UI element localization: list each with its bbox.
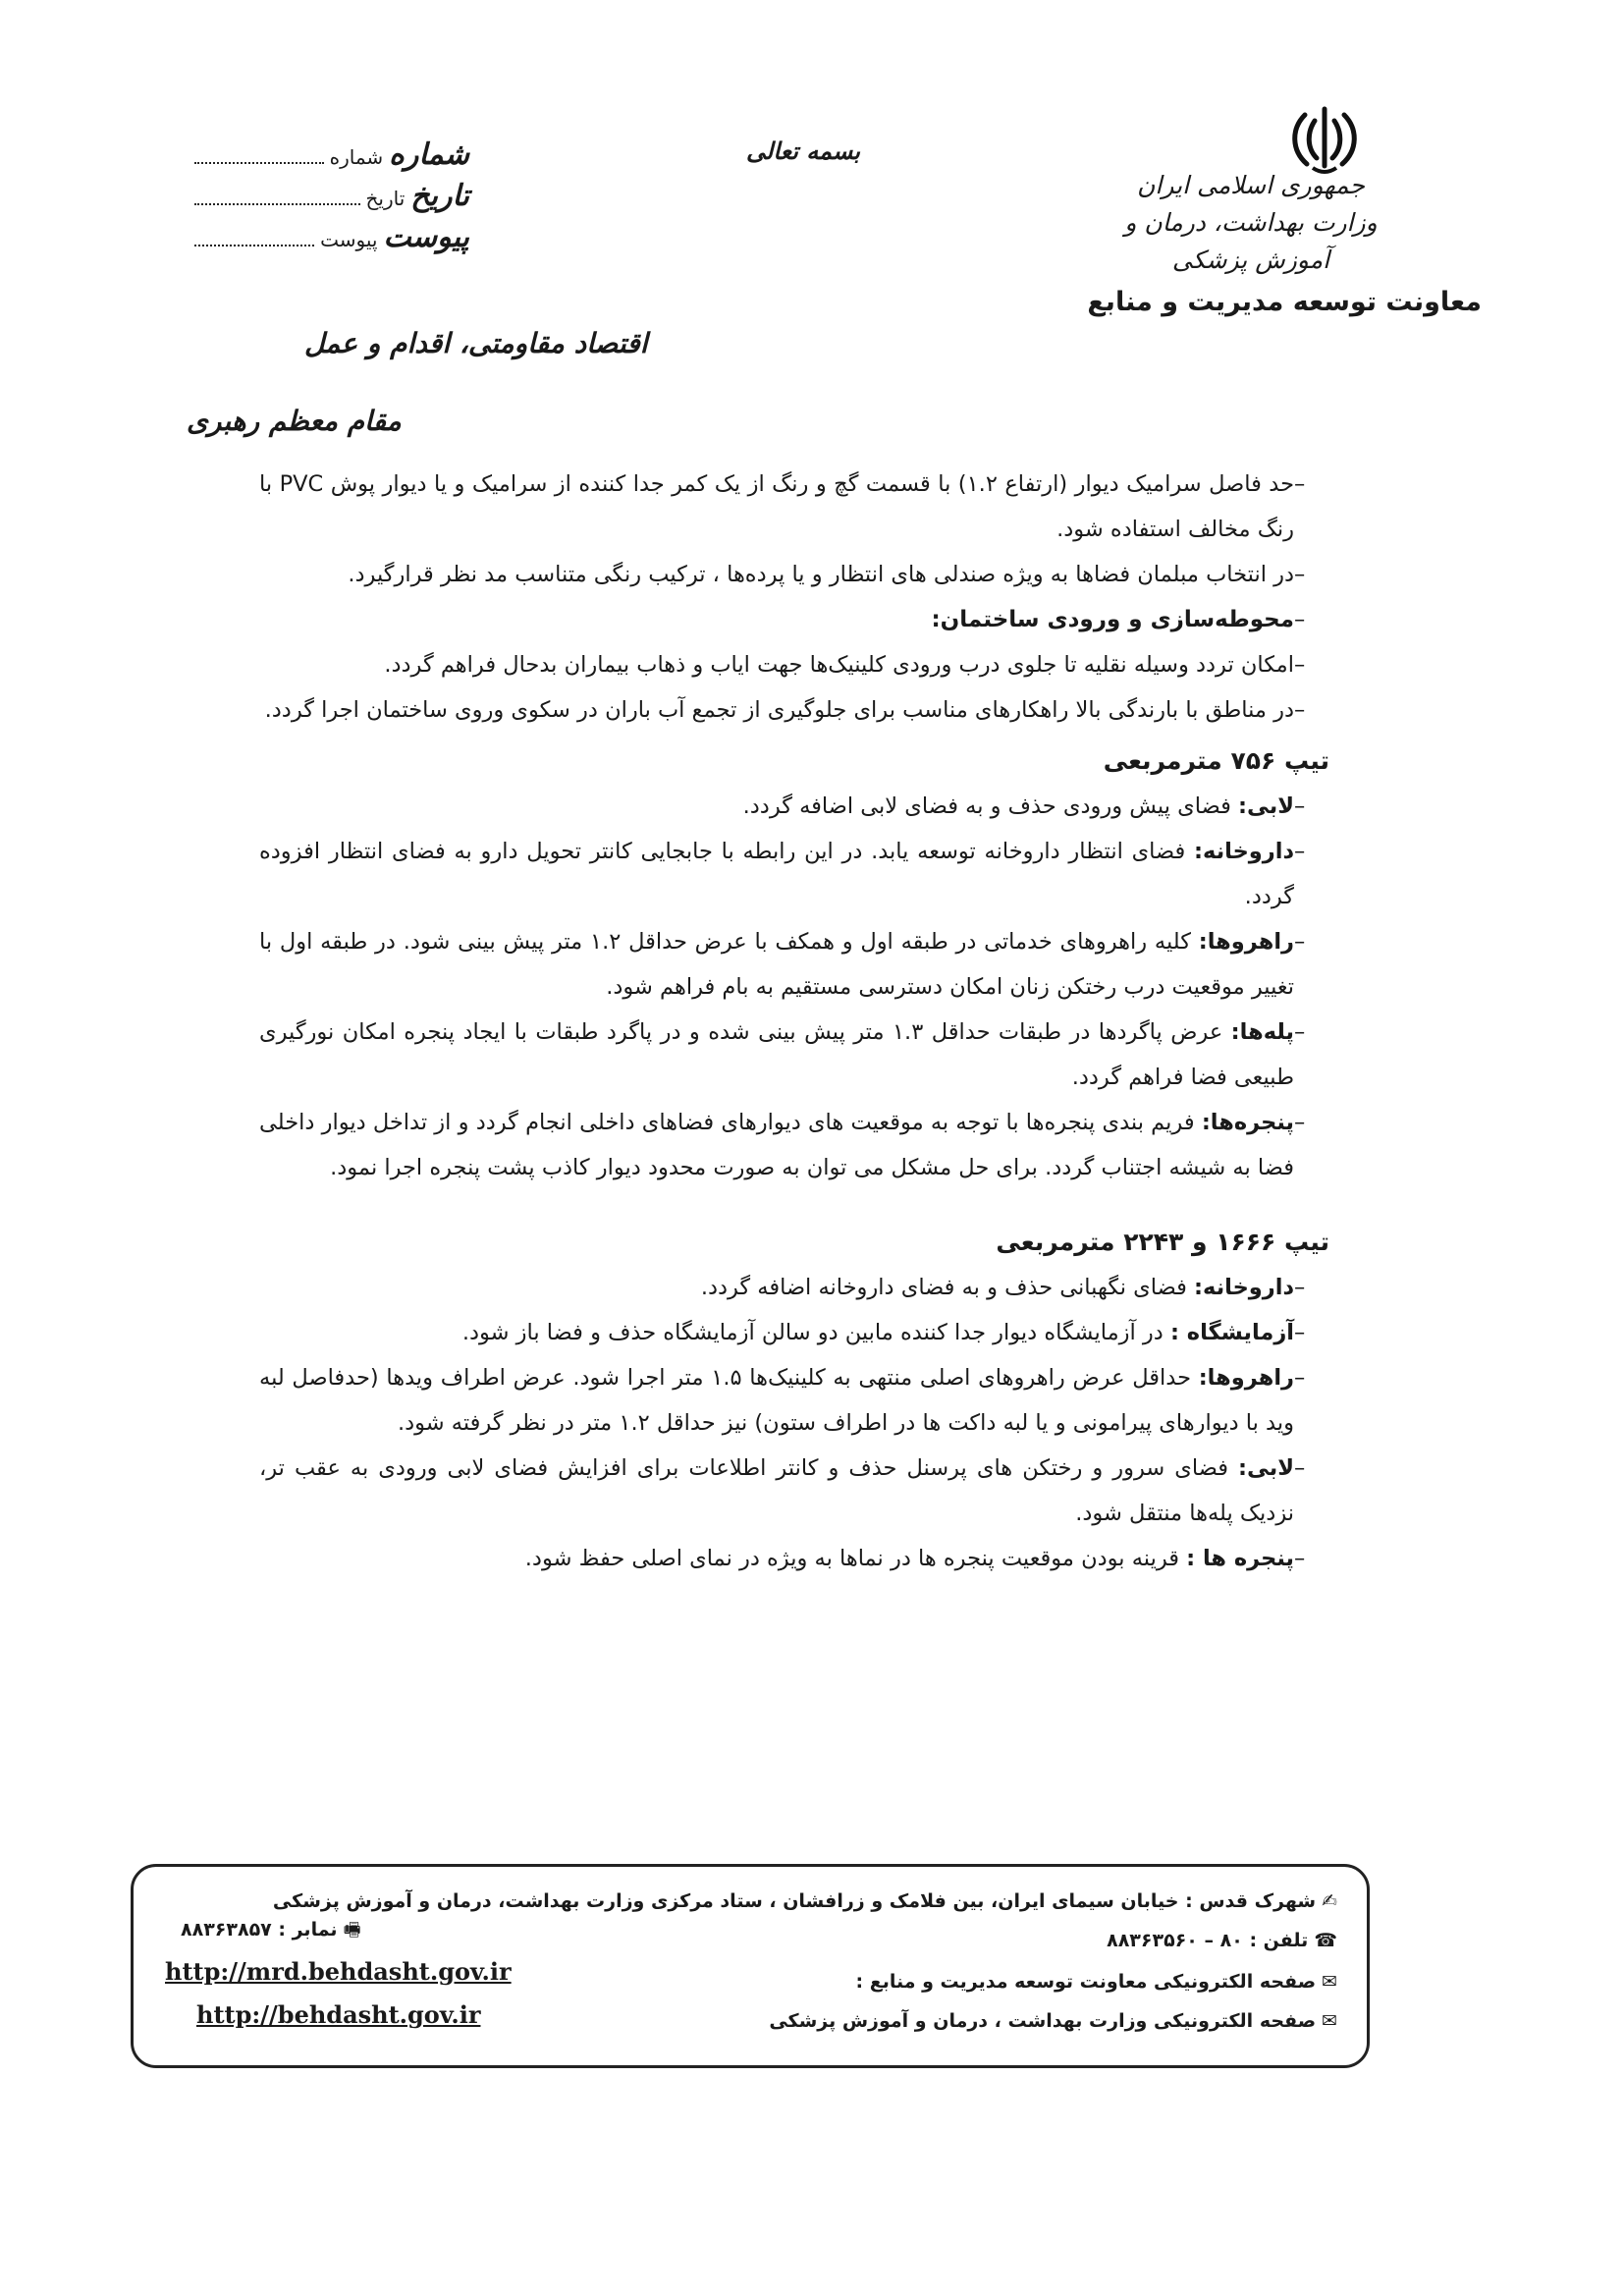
meta-number-row (194, 137, 469, 179)
bullet-dash: – (1294, 839, 1306, 864)
footer-fax-text: نمابر : ۸۸۳۶۳۸۵۷ (181, 1919, 338, 1941)
list-item (259, 1100, 1329, 1190)
bullet-dash: – (1294, 1546, 1306, 1571)
bullet-dash: – (1294, 793, 1306, 819)
list-item (259, 642, 1329, 687)
list-item (259, 784, 1329, 829)
item-text: حد فاصل سرامیک دیوار (ارتفاع ۱.۲) با قسمت گچ و رنگ از یک کمر جدا کننده از سرامیک و یا دیوار پوش PVC با رنگ مخالف استفاده شود. (259, 471, 1294, 542)
item-label: داروخانه: (1194, 839, 1294, 864)
meta-number-label: شماره (389, 137, 469, 172)
ministry-line2: وزارت بهداشت، درمان و آموزش پزشکی (1124, 208, 1378, 274)
meta-attachment-value (194, 223, 314, 246)
mail-icon: ✉ (1322, 2010, 1337, 2032)
basmala: بسمه تعالی (746, 137, 861, 165)
footer-phone (1107, 1930, 1337, 1951)
bullet-dash: – (1294, 652, 1306, 678)
item-label: راهروها: (1198, 1365, 1294, 1391)
deputy-title: معاونت توسعه مدیریت و منابع (1087, 287, 1482, 317)
meta-date-sub: تاریخ (365, 187, 406, 210)
list-item (259, 1310, 1329, 1355)
list-item (259, 462, 1329, 552)
item-label: لابی: (1238, 1455, 1294, 1481)
footer-deputy-site (856, 1971, 1338, 1993)
meta-date-label: تاریخ (410, 179, 469, 213)
bullet-dash: – (1294, 1365, 1306, 1391)
fax-icon: 🖷 (343, 1919, 361, 1941)
bullet-dash: – (1294, 607, 1306, 632)
bullet-dash: – (1294, 1455, 1306, 1481)
footer-address-text: شهرک قدس : خیابان سیمای ایران، بین فلامک و زرافشان ، ستاد مرکزی وزارت بهداشت، درمان و آموزش پزشکی (272, 1890, 1317, 1912)
motto-attribution: مقام معظم رهبری (187, 405, 402, 437)
item-text: کلیه راهروهای خدماتی در طبقه اول و همکف با عرض حداقل ۱.۲ متر پیش بینی شود. در طبقه اول با تغییر موقعیت درب رختکن زنان امکان دسترسی مستقیم به بام فراهم شود. (259, 929, 1294, 1000)
item-text: فریم بندی پنجره‌ها با توجه به موقعیت های دیوارهای فضاهای داخلی انجام گردد و از تداخل دیوار داخلی فضا به شیشه اجتناب گردد. برای حل مشکل می توان به صورت محدود دیوار کاذب پشت پنجره اجرا نمود. (259, 1110, 1294, 1180)
meta-attachment-label: پیوست (383, 220, 469, 254)
bullet-dash: – (1294, 929, 1306, 955)
footer-box (131, 1864, 1370, 2068)
link-main[interactable]: http://behdasht.gov.ir (196, 2000, 481, 2029)
bullet-dash: – (1294, 1110, 1306, 1135)
letter-meta (194, 137, 469, 261)
list-item (259, 1446, 1329, 1536)
list-item (259, 1355, 1329, 1446)
bullet-dash: – (1294, 1019, 1306, 1045)
motto: اقتصاد مقاومتی، اقدام و عمل (304, 327, 648, 359)
item-label: لابی: (1238, 793, 1294, 819)
list-item (259, 1536, 1329, 1581)
item-text: در آزمایشگاه دیوار جدا کننده مابین دو سالن آزمایشگاه حذف و فضا باز شود. (461, 1320, 1170, 1345)
footer-ministry-site-text: صفحه الکترونیکی وزارت بهداشت ، درمان و آموزش پزشکی (769, 2010, 1317, 2032)
bullet-dash: – (1294, 1320, 1306, 1345)
item-label: پله‌ها: (1230, 1019, 1294, 1045)
item-label: آزمایشگاه : (1169, 1320, 1294, 1345)
pen-icon: ✍ (1322, 1890, 1337, 1912)
item-text: امکان تردد وسیله نقلیه تا جلوی درب ورودی کلینیک‌ها جهت ایاب و ذهاب بیماران بدحال فراهم گردد. (384, 652, 1294, 678)
letter-body (259, 462, 1329, 1581)
item-text: فضای نگهبانی حذف و به فضای داروخانه اضافه گردد. (700, 1275, 1195, 1300)
meta-number-sub: شماره (329, 145, 384, 169)
footer-ministry-site (769, 2010, 1337, 2032)
ministry-name (1109, 167, 1393, 279)
list-item (259, 1265, 1329, 1310)
item-text: فضای پیش ورودی حذف و به فضای لابی اضافه گردد. (742, 793, 1239, 819)
phone-icon: ☎ (1314, 1930, 1337, 1951)
bullet-dash: – (1294, 471, 1306, 497)
meta-date-value (194, 182, 360, 205)
item-text: حداقل عرض راهروهای اصلی منتهی به کلینیک‌ها ۱.۵ متر اجرا شود. عرض اطراف ویدها (حدفاصل لبه وید با دیوارهای پیرامونی و یا لبه داکت ها در اطراف ستون) نیز حداقل ۱.۲ متر در نظر گرفته شود. (259, 1365, 1294, 1436)
item-label: راهروها: (1198, 929, 1295, 955)
footer-fax (181, 1916, 361, 1947)
link-mrd[interactable]: http://mrd.behdasht.gov.ir (165, 1957, 512, 1986)
item-label: پنجره‌ها: (1201, 1110, 1294, 1135)
item-label: داروخانه: (1194, 1275, 1294, 1300)
type-756-heading: تیپ ۷۵۶ مترمربعی (1103, 746, 1329, 775)
item-text: در مناطق با بارندگی بالا راهکارهای مناسب برای جلوگیری از تجمع آب باران در سکوی وروی ساختمان اجرا گردد. (264, 697, 1294, 723)
footer-deputy-site-text: صفحه الکترونیکی معاونت توسعه مدیریت و منابع : (855, 1971, 1317, 1993)
mail-icon: ✉ (1322, 1971, 1337, 1993)
meta-attachment-row (194, 220, 469, 261)
type-1666-heading: تیپ ۱۶۶۶ و ۲۲۴۳ مترمربعی (996, 1228, 1329, 1256)
item-text: فضای سرور و رختکن های پرسنل حذف و کانتر اطلاعات برای افزایش فضای لابی ورودی به عقب تر، نزدیک پله‌ها منتقل شود. (259, 1455, 1294, 1526)
iran-emblem-icon (1285, 103, 1364, 177)
list-item (259, 597, 1329, 642)
item-label: پنجره ها : (1186, 1546, 1294, 1571)
section-site-heading: محوطه‌سازی و ورودی ساختمان: (931, 607, 1294, 632)
list-item (259, 687, 1329, 733)
bullet-dash: – (1294, 562, 1306, 587)
item-text: در انتخاب مبلمان فضاها به ویژه صندلی های انتظار و یا پرده‌ها ، ترکیب رنگی متناسب مد نظر قرارگیرد. (348, 562, 1294, 587)
bullet-dash: – (1294, 697, 1306, 723)
footer-address (273, 1890, 1337, 1912)
meta-number-value (194, 140, 324, 164)
ministry-line1: جمهوری اسلامی ایران (1137, 171, 1365, 199)
list-item (259, 1010, 1329, 1100)
item-text: قرینه بودن موقعیت پنجره ها در نماها به ویژه در نمای اصلی حفظ شود. (524, 1546, 1187, 1571)
list-item (259, 552, 1329, 597)
footer-phone-text: تلفن : ۸۰ – ۸۸۳۶۳۵۶۰ (1107, 1930, 1309, 1951)
list-item (259, 829, 1329, 919)
item-text: فضای انتظار داروخانه توسعه یابد. در این رابطه با جابجایی کانتر تحویل دارو به فضای انتظار افزوده گردد. (259, 839, 1294, 909)
section-gap (259, 1190, 1329, 1214)
meta-attachment-sub: پیوست (320, 228, 378, 251)
item-text: عرض پاگردها در طبقات حداقل ۱.۳ متر پیش بینی شده و در پاگرد طبقات با ایجاد پنجره امکان نورگیری طبیعی فضا فراهم گردد. (259, 1019, 1294, 1090)
meta-date-row (194, 179, 469, 220)
list-item (259, 919, 1329, 1010)
bullet-dash: – (1294, 1275, 1306, 1300)
